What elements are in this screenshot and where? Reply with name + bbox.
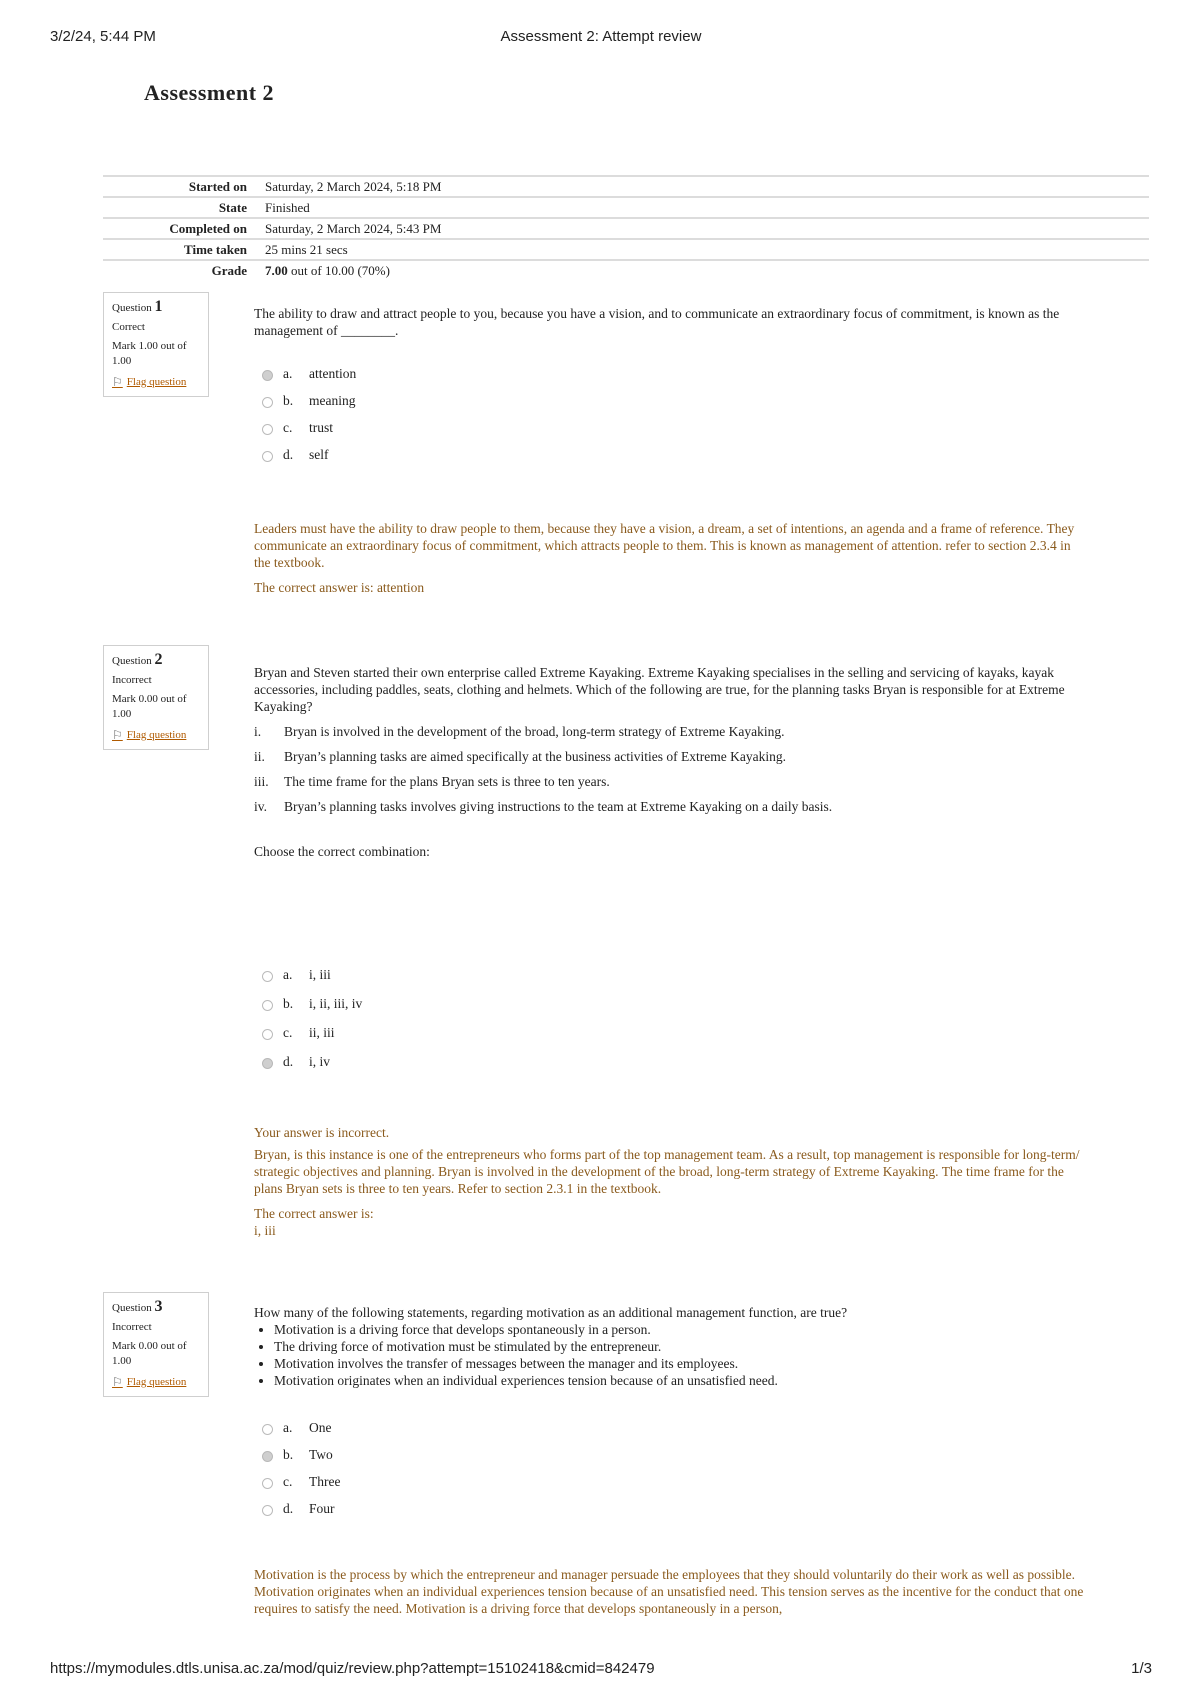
option-text: i, iii (309, 966, 331, 982)
answer-options (262, 960, 362, 1076)
radio-button[interactable] (262, 451, 273, 462)
summary-value: 25 mins 21 secs (259, 239, 1149, 260)
question-number: 2 (154, 651, 163, 668)
answer-option[interactable]: c. trust (262, 414, 356, 441)
option-text: Four (309, 1500, 335, 1516)
option-text: ii, iii (309, 1024, 335, 1040)
summary-label: Time taken (103, 239, 259, 260)
radio-button[interactable] (262, 1505, 273, 1516)
question-mark: Mark 1.00 out of 1.00 (112, 340, 187, 367)
statement-item: i. Bryan is involved in the development of the broad, long-term strategy of Extreme Kayaking. (254, 724, 785, 739)
answer-option[interactable]: d. i, iv (262, 1047, 362, 1076)
answer-option[interactable]: b. Two (262, 1441, 340, 1468)
print-header (50, 28, 1152, 48)
summary-value (259, 260, 1149, 280)
statement-item: iv. Bryan’s planning tasks involves giving instructions to the team at Extreme Kayaking on a daily basis. (254, 799, 833, 814)
general-feedback: Leaders must have the ability to draw people to them, because they have a vision, a dream, a set of intentions, an agenda and a frame of reference. They communicate an extraordinary focus of commitment, which attracts people to them. This is known as management of attention. refer to section 2.3.4 in the textbook. (254, 521, 1075, 570)
answer-option[interactable]: c. Three (262, 1468, 340, 1495)
question-label: Question (112, 1302, 152, 1314)
summary-label: Started on (103, 176, 259, 197)
summary-row (103, 176, 1149, 197)
answer-option[interactable]: b. meaning (262, 387, 356, 414)
question-info-box (103, 645, 209, 750)
option-text: self (309, 446, 329, 462)
print-footer (50, 1660, 1152, 1680)
flag-question-link[interactable] (112, 375, 201, 390)
radio-button[interactable] (262, 1000, 273, 1011)
question-stem: How many of the following statements, regarding motivation as an additional management function, are true? (254, 1305, 848, 1320)
summary-value: Saturday, 2 March 2024, 5:18 PM (259, 176, 1149, 197)
radio-button[interactable] (262, 1451, 273, 1462)
attempt-summary-table (103, 175, 1149, 280)
summary-value: Finished (259, 197, 1149, 218)
option-text: trust (309, 419, 334, 435)
statement-item: iii. The time frame for the plans Bryan sets is three to ten years. (254, 774, 610, 789)
option-text: Three (309, 1473, 341, 1489)
answer-options (262, 1414, 340, 1522)
statement-list (254, 1321, 1084, 1389)
print-url: https://mymodules.dtls.unisa.ac.za/mod/quiz/review.php?attempt=15102418&cmid=842479 (50, 1660, 655, 1677)
option-text: meaning (309, 392, 356, 408)
answer-option[interactable]: c. ii, iii (262, 1018, 362, 1047)
radio-button[interactable] (262, 424, 273, 435)
summary-label: Grade (103, 260, 259, 280)
flag-icon: ⚐ (112, 1375, 123, 1389)
option-text: attention (309, 365, 357, 381)
radio-button[interactable] (262, 397, 273, 408)
summary-row (103, 218, 1149, 239)
statement-item: • The driving force of motivation must be stimulated by the entrepreneur. (274, 1338, 1084, 1355)
flag-icon: ⚐ (112, 728, 123, 742)
radio-button[interactable] (262, 370, 273, 381)
radio-button[interactable] (262, 1058, 273, 1069)
summary-row (103, 260, 1149, 280)
correct-answer-value: i, iii (254, 1223, 276, 1238)
radio-button[interactable] (262, 1029, 273, 1040)
general-feedback: Bryan, is this instance is one of the entrepreneurs who forms part of the top management team. As a result, top management is responsible for long-term/ strategic objectives and planning. Bryan is involved in the development of the broad, long-term strategy of Extreme Kayaking. The time frame for the plans Bryan sets is three to ten years. Refer to section 2.3.1 in the textbook. (254, 1147, 1080, 1196)
page-title: Assessment 2 (144, 80, 275, 105)
question-text (254, 1304, 1084, 1389)
statement-list (254, 719, 1084, 819)
question-state: Correct (112, 321, 145, 333)
answer-options (262, 360, 356, 468)
statement-item: • Motivation is a driving force that develops spontaneously in a person. (274, 1321, 1084, 1338)
summary-row (103, 197, 1149, 218)
flag-question-label: Flag question (126, 1376, 187, 1388)
question-feedback (254, 1124, 1084, 1247)
option-text: Two (309, 1446, 333, 1462)
summary-label: State (103, 197, 259, 218)
question-instruction: Choose the correct combination: (254, 844, 430, 859)
question-number: 1 (154, 298, 163, 315)
option-text: i, ii, iii, iv (309, 995, 363, 1011)
question-text: The ability to draw and attract people to you, because you have a vision, and to communicate an extraordinary focus of commitment, is known as the management of ________. (254, 306, 1060, 338)
question-state: Incorrect (112, 674, 152, 686)
answer-option[interactable]: a. attention (262, 360, 356, 387)
general-feedback: Motivation is the process by which the entrepreneur and manager persuade the employees that they should voluntarily do their work as well as possible. Motivation originates when an individual experiences tension because of an unsatisfied need. This tension serves as the incentive for the conduct that one requires to satisfy the need. Motivation is a driving force that develops spontaneously in a person, (254, 1567, 1084, 1616)
question-mark: Mark 0.00 out of 1.00 (112, 1340, 187, 1367)
question-feedback (254, 520, 1084, 604)
question-mark: Mark 0.00 out of 1.00 (112, 693, 187, 720)
question-stem: Bryan and Steven started their own enterprise called Extreme Kayaking. Extreme Kayaking specialises in the selling and servicing of kayaks, kayak accessories, including paddles, seats, clothing and helmets. Which of the following are true, for the planning tasks Bryan is responsible for at Extreme Kayaking? (254, 665, 1065, 714)
answer-option[interactable]: a. i, iii (262, 960, 362, 989)
statement-item: • Motivation involves the transfer of messages between the manager and its employees. (274, 1355, 1084, 1372)
flag-question-label: Flag question (126, 729, 187, 741)
question-label: Question (112, 655, 152, 667)
option-text: One (309, 1419, 332, 1435)
question-number: 3 (154, 1298, 163, 1315)
flag-question-link[interactable] (112, 1375, 201, 1390)
answer-option[interactable]: a. One (262, 1414, 340, 1441)
flag-icon: ⚐ (112, 375, 123, 389)
print-title: Assessment 2: Attempt review (500, 28, 702, 45)
question-state: Incorrect (112, 1321, 152, 1333)
question-text (254, 664, 1084, 860)
answer-option[interactable]: d. Four (262, 1495, 340, 1522)
flag-question-label: Flag question (126, 376, 187, 388)
correct-answer: The correct answer is: attention (254, 580, 425, 595)
summary-value: Saturday, 2 March 2024, 5:43 PM (259, 218, 1149, 239)
flag-question-link[interactable] (112, 728, 201, 743)
your-answer-status: Your answer is incorrect. (254, 1125, 390, 1140)
question-info-box (103, 1292, 209, 1397)
summary-row (103, 239, 1149, 260)
answer-option[interactable]: b. i, ii, iii, iv (262, 989, 362, 1018)
radio-button[interactable] (262, 1478, 273, 1489)
grade-rest: out of 10.00 (70%) (287, 263, 390, 278)
summary-label: Completed on (103, 218, 259, 239)
statement-item: • Motivation originates when an individual experiences tension because of an unsatisfied need. (274, 1372, 1084, 1389)
page-number: 1/3 (1131, 1660, 1152, 1677)
question-label: Question (112, 302, 152, 314)
question-feedback (254, 1566, 1084, 1625)
question-info-box (103, 292, 209, 397)
option-text: i, iv (309, 1053, 331, 1069)
correct-answer: The correct answer is: (254, 1206, 374, 1221)
radio-button[interactable] (262, 971, 273, 982)
statement-item: ii. Bryan’s planning tasks are aimed specifically at the business activities of Extreme Kayaking. (254, 749, 786, 764)
grade-score: 7.00 (265, 263, 288, 278)
radio-button[interactable] (262, 1424, 273, 1435)
print-date: 3/2/24, 5:44 PM (50, 28, 156, 45)
answer-option[interactable]: d. self (262, 441, 356, 468)
